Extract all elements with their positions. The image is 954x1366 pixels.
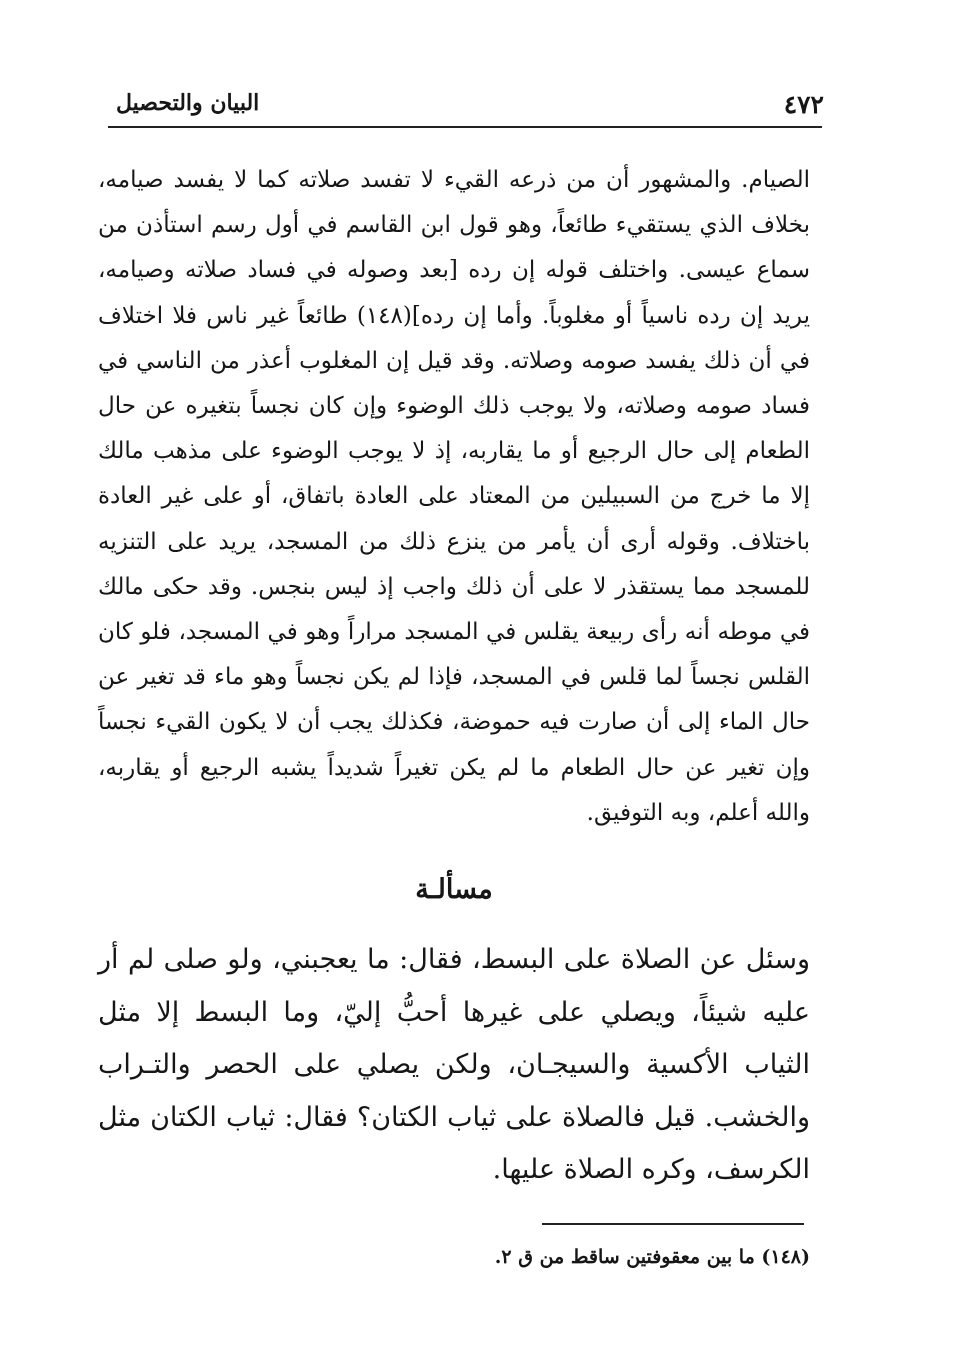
running-head xyxy=(108,84,824,124)
section-text-block xyxy=(98,934,810,1197)
main-text-block xyxy=(98,158,810,836)
main-paragraph: الصيام. والمشهور أن من ذرعه القيء لا تفسد صلاته كما لا يفسد صيامه، بخلاف الذي يستقيء طائعاً، وهو قول ابن القاسم في أول رسم استأذن من سماع عيسى. واختلف قوله إن رده [بعد وصوله في فساد صلاته وصيامه، يريد إن رده ناسياً أو مغلوباً. وأما إن رده](١٤٨) طائعاً غير ناس فلا اختلاف في أن ذلك يفسد صومه وصلاته. وقد قيل إن المغلوب أعذر من الناسي في فساد صومه وصلاته، ولا يوجب ذلك الوضوء وإن كان نجساً بتغيره عن حال الطعام إلى حال الرجيع أو ما يقاربه، إذ لا يوجب الوضوء على مذهب مالك إلا ما خرج من السبيلين من المعتاد على العادة باتفاق، أو على غير العادة باختلاف. وقوله أرى أن يأمر من ينزع ذلك من المسجد، يريد على التنزيه للمسجد مما يستقذر لا على أن ذلك واجب إذ ليس بنجس. وقد حكى مالك في موطه أنه رأى ربيعة يقلس في المسجد مراراً وهو في المسجد، فلو كان القلس نجساً لما قلس في المسجد، فإذا لم يكن نجساً وهو ماء قد تغير عن حال الماء إلى أن صارت فيه حموضة، فكذلك يجب أن لا يكون القيء نجساً وإن تغير عن حال الطعام ما لم يكن تغيراً شديداً يشبه الرجيع أو يقاربه، والله أعلم، وبه التوفيق. xyxy=(98,167,810,826)
header-rule xyxy=(108,126,822,128)
section-paragraph: وسئل عن الصلاة على البسط، فقال: ما يعجبني، ولو صلى لم أر عليه شيئاً، ويصلي على غيرها أحبُّ إليّ، وما البسط إلا مثل الثياب الأكسية والسيجـان، ولكن يصلي على الحصر والتـراب والخشب. قيل فالصلاة على ثياب الكتان؟ فقال: ثياب الكتان مثل الكرسف، وكره الصلاة عليها. xyxy=(98,944,810,1185)
book-title: البيان والتحصيل xyxy=(116,90,260,116)
footnote-rule xyxy=(542,1223,804,1225)
section-heading: مسألـة xyxy=(415,874,493,905)
page-number: ٤٧٢ xyxy=(783,90,824,119)
footnote: (١٤٨) ما بين معقوفتين ساقط من ق ٢. xyxy=(494,1246,810,1268)
